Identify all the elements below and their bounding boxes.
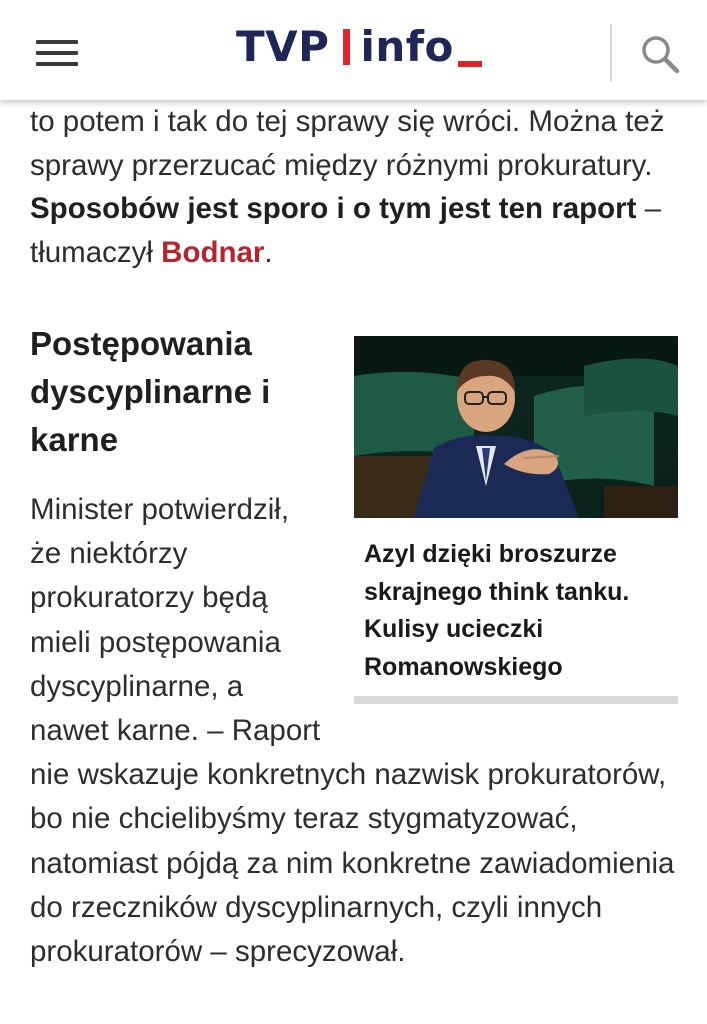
article-intro <box>30 100 676 274</box>
search-icon[interactable] <box>640 34 680 74</box>
logo-underscore <box>458 61 482 67</box>
related-article-divider <box>354 696 678 704</box>
intro-text-3: . <box>264 235 273 269</box>
article-section <box>30 320 678 974</box>
logo-tvp-text: TVP <box>236 22 330 71</box>
intro-text-2: – tłumaczył <box>30 192 662 269</box>
related-article-title[interactable]: Azyl dzięki broszurze skrajnego think tanku. Kulisy ucieczki Romanowskiego <box>364 540 630 681</box>
intro-paragraph <box>30 100 676 274</box>
logo-info-text: info <box>360 22 454 71</box>
related-article-card[interactable] <box>354 336 678 704</box>
intro-bold-text: Sposobów jest sporo i o tym jest ten raport <box>30 192 637 225</box>
bodnar-link[interactable]: Bodnar <box>161 235 265 269</box>
hamburger-menu-icon[interactable] <box>36 40 78 66</box>
section-heading: Postępowania dyscyplinarne i karne <box>30 325 271 458</box>
header-divider <box>610 24 612 82</box>
tvp-info-logo[interactable] <box>236 24 482 76</box>
body-paragraph: Minister potwierdził, że niektórzy prokuratorzy będą mieli postępowania dyscyplinarne, a nawet karne. – Raport nie wskazuje konkretnych nazwisk prokuratorów, bo nie chcielibyśmy teraz stygmatyzować, natomiast pójdą za nim konkretne zawiadomienia do rzeczników dyscyplinarnych, czyli innych prokuratorów – sprecyzował. <box>30 493 675 969</box>
related-article-photo[interactable] <box>354 336 678 518</box>
logo-red-bar <box>343 29 350 65</box>
intro-text: to potem i tak do tej sprawy się wróci. Można też sprawy przerzucać między różnymi prokuratury. <box>30 105 665 182</box>
top-bar <box>0 0 707 100</box>
